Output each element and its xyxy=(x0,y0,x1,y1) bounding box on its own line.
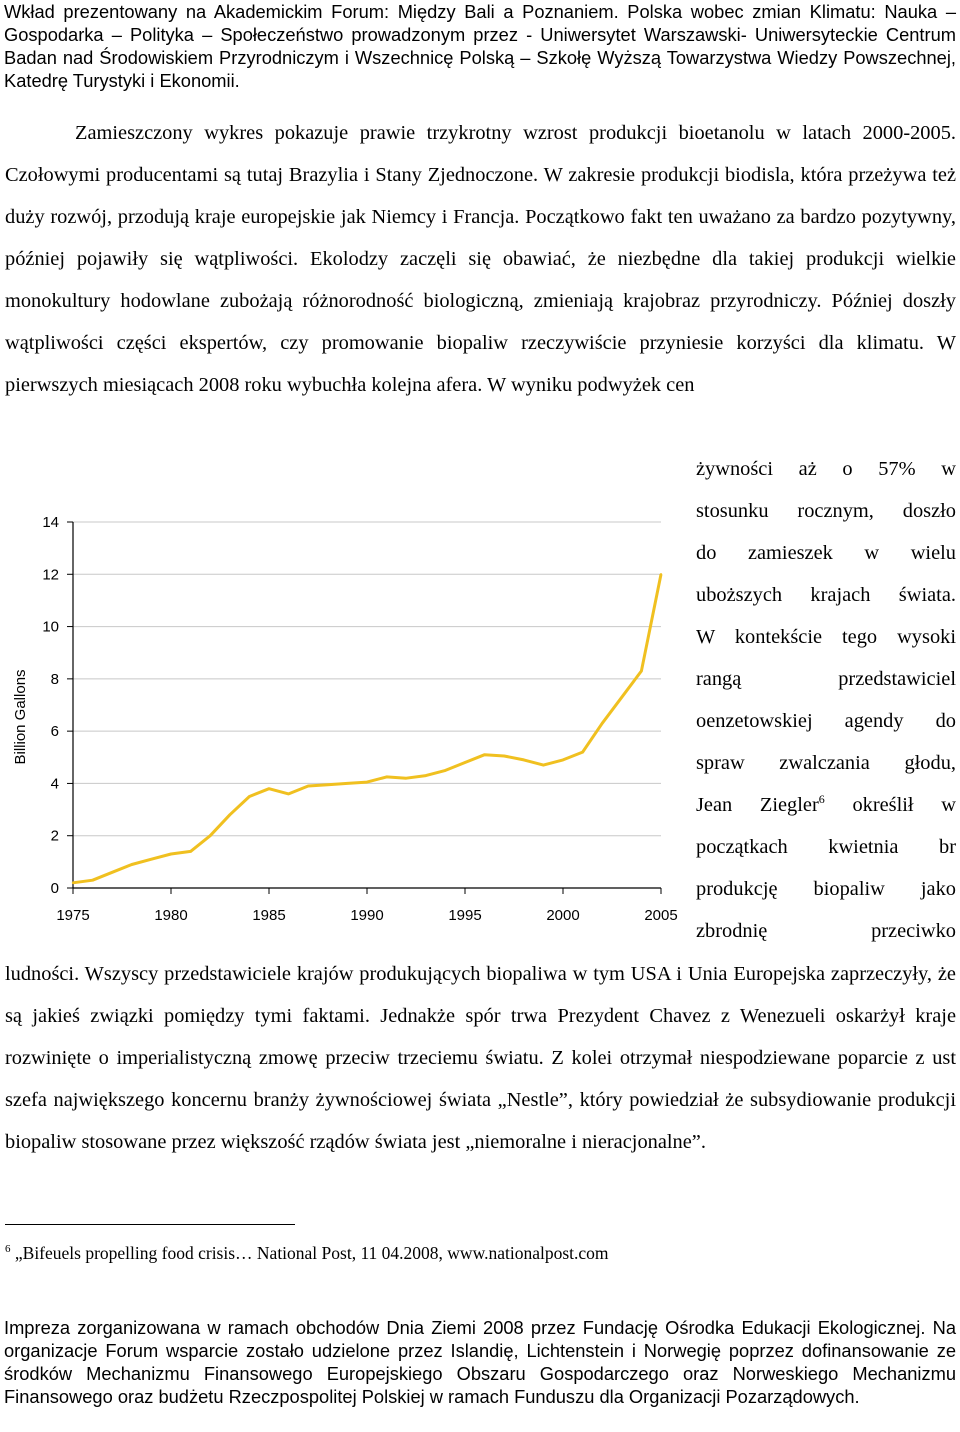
footnote-divider xyxy=(5,1224,295,1225)
side-line: zbrodnię przeciwko xyxy=(696,920,956,942)
y-tick-label: 6 xyxy=(50,723,59,741)
side-line: stosunku rocznym, doszło xyxy=(696,500,956,522)
chart-series xyxy=(72,573,662,884)
side-line: W kontekście tego wysoki xyxy=(696,626,956,648)
data-point xyxy=(640,670,642,672)
side-line: produkcję biopaliw jako xyxy=(696,878,956,900)
y-tick-label: 8 xyxy=(50,670,59,688)
data-point xyxy=(268,788,270,790)
chart-labels xyxy=(12,514,678,924)
body-bottom xyxy=(5,953,956,1163)
chart-svg xyxy=(5,500,685,940)
body-side-column xyxy=(696,448,956,952)
side-line: rangą przedstawiciel xyxy=(696,668,956,690)
side-line-name: Jean Ziegler xyxy=(696,794,819,816)
side-line: do zamieszek w wielu xyxy=(696,542,956,564)
data-point xyxy=(131,863,133,865)
data-point xyxy=(385,776,387,778)
data-point xyxy=(209,835,211,837)
data-point xyxy=(523,759,525,761)
data-point xyxy=(503,755,505,757)
side-line-ziegler xyxy=(696,784,956,826)
data-point xyxy=(366,781,368,783)
data-point xyxy=(327,784,329,786)
data-point xyxy=(542,764,544,766)
data-point xyxy=(248,795,250,797)
chart-grid xyxy=(73,522,661,888)
data-point xyxy=(307,785,309,787)
footnote-number: 6 xyxy=(5,1243,11,1255)
data-point xyxy=(189,850,191,852)
footnote xyxy=(5,1236,956,1266)
y-tick-label: 0 xyxy=(50,880,59,897)
body-bottom-paragraph: ludności. Wszyscy przedstawiciele krajów produkujących biopaliwa w tym USA i Unia Europejska zaprzeczyły, że są jakieś związki pomiędzy tymi faktami. Jednakże spór trwa Prezydent Chavez z Wenezueli oskarżył kraje rozwinięte o imperialistyczną zmowę przeciw trzeciemu światu. Z kolei otrzymał niespodziewane poparcie z ust szefa największego koncernu branży żywnościowej świata „Nestle”, który powiedział że subsydiowanie produkcji biopaliw stosowane przez większość rządów świata jest „niemoralne i nieracjonalne”. xyxy=(5,963,956,1153)
body-top xyxy=(5,112,956,406)
data-point xyxy=(464,761,466,763)
x-tick-label: 2000 xyxy=(546,907,580,924)
data-point xyxy=(287,793,289,795)
y-tick-label: 10 xyxy=(42,618,59,636)
data-point xyxy=(91,879,93,881)
side-line: oenzetowskiej agendy do xyxy=(696,710,956,732)
data-point xyxy=(229,814,231,816)
footer-text: Impreza zorganizowana w ramach obchodów Dnia Ziemi 2008 przez Fundację Ośrodka Edukacji Ekologicznej. Na organizacje Forum wsparcie zostało udzielone przez Islandię, Lichtenstein i Norwegię poprzez dofinansowanie ze środków Mechanizmu Finansowego Europejskiego Obszaru Gospodarczego oraz Norweskiego Mechanizmu Finansowego oraz budżetu Rzeczpospolitej Polskiej w ramach Funduszu dla Organizacji Pozarządowych. xyxy=(4,1317,956,1407)
data-point xyxy=(405,777,407,779)
y-tick-label: 2 xyxy=(50,827,59,845)
body-top-paragraph: Zamieszczony wykres pokazuje prawie trzykrotny wzrost produkcji bioetanolu w latach 2000-2005. Czołowymi producentami są tutaj Brazylia i Stany Zjednoczone. W zakresie produkcji biodisla, która przeżywa też duży rozwój, przodują kraje europejskie jak Niemcy i Francja. Początkowo fakt ten uważano za bardzo pozytywny, później pojawiły się wątpliwości. Ekolodzy zaczęli się obawiać, że niezbędne dla takiej produkcji wielkie monokultury hodowlane zubożają różnorodność biologiczną, zmieniają krajobraz przyrodniczy. Później doszły wątpliwości części ekspertów, czy promowanie biopaliw rzeczywiście przyniesie korzyści dla klimatu. W pierwszych miesiącach 2008 roku wybuchła kolejna afera. W wyniku podwyżek cen xyxy=(5,122,956,396)
header-text: Wkład prezentowany na Akademickim Forum: Między Bali a Poznaniem. Polska wobec zmian Klimatu: Nauka – Gospodarka – Polityka – Społeczeństwo prowadzonym przez - Uniwersytet Warszawski- Uniwersyteckie Centrum Badan nad Środowiskiem Przyrodniczym i Wszechnicę Polską – Szkołę Wyższą Towarzystwa Wiedzy Powszechnej, Katedrę Turystyki i Ekonomii. xyxy=(4,1,956,91)
footer-note xyxy=(4,1316,956,1408)
x-tick-label: 1985 xyxy=(252,907,286,924)
data-point xyxy=(444,769,446,771)
side-line: początkach kwietnia br xyxy=(696,836,956,858)
data-point xyxy=(581,751,583,753)
data-point xyxy=(150,858,152,860)
side-line: żywności aż o 57% w xyxy=(696,458,956,480)
data-point xyxy=(72,882,74,884)
data-point xyxy=(425,774,427,776)
side-line-rest: określił w xyxy=(852,794,956,816)
x-tick-label: 2005 xyxy=(644,907,678,924)
side-line: spraw zwalczania głodu, xyxy=(696,752,956,774)
data-point xyxy=(601,722,603,724)
x-tick-label: 1990 xyxy=(350,907,384,924)
y-tick-label: 12 xyxy=(42,566,59,584)
x-tick-label: 1975 xyxy=(56,907,90,924)
data-point xyxy=(621,696,623,698)
x-tick-label: 1980 xyxy=(154,907,188,924)
data-point xyxy=(483,754,485,756)
ethanol-production-chart xyxy=(5,500,685,940)
data-point xyxy=(111,871,113,873)
y-tick-label: 4 xyxy=(50,775,59,793)
header-note xyxy=(4,0,956,92)
x-tick-label: 1995 xyxy=(448,907,482,924)
data-point xyxy=(346,782,348,784)
series-line xyxy=(73,574,661,883)
side-line: uboższych krajach świata. xyxy=(696,584,956,606)
data-point xyxy=(660,573,662,575)
y-axis-title: Billion Gallons xyxy=(12,669,29,765)
y-tick-label: 14 xyxy=(42,514,59,531)
footnote-reference: 6 xyxy=(818,792,825,807)
chart-axes xyxy=(67,522,661,894)
footnote-text: „Bifeuels propelling food crisis… National Post, 11 04.2008, www.nationalpost.com xyxy=(14,1242,609,1263)
data-point xyxy=(170,853,172,855)
data-point xyxy=(562,759,564,761)
